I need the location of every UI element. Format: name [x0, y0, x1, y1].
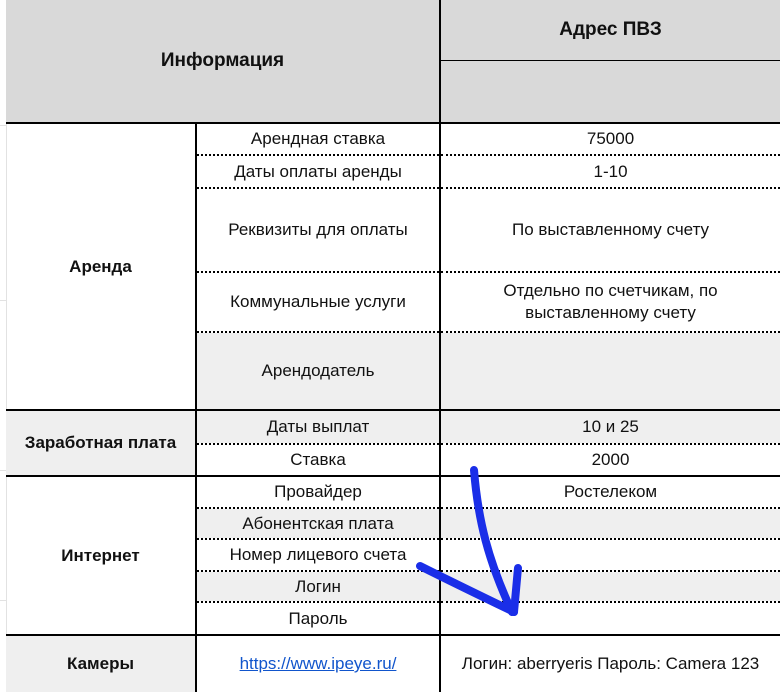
row-name[interactable]: Логин	[196, 571, 440, 602]
section-salary-label[interactable]	[6, 410, 196, 476]
row-value[interactable]: Ростелеком	[440, 476, 780, 508]
row-value[interactable]: Отдельно по счетчикам, по выставленному счету	[440, 272, 780, 332]
row-name[interactable]: Провайдер	[196, 476, 440, 508]
row-name[interactable]: Арендодатель	[196, 332, 440, 410]
row-name[interactable]: Даты выплат	[196, 410, 440, 444]
row-value[interactable]	[440, 508, 780, 539]
row-name[interactable]: Коммунальные услуги	[196, 272, 440, 332]
row-value[interactable]	[440, 571, 780, 602]
row-value[interactable]: По выставленному счету	[440, 188, 780, 272]
section-cameras-label[interactable]	[6, 635, 196, 692]
section-rent-label[interactable]	[6, 123, 196, 410]
header-address-value-cell[interactable]	[440, 60, 780, 123]
row-name[interactable]: Даты оплаты аренды	[196, 155, 440, 188]
row-name[interactable]: Арендная ставка	[196, 123, 440, 155]
header-address-cell[interactable]	[440, 0, 780, 60]
row-value[interactable]: 10 и 25	[440, 410, 780, 444]
row-name[interactable]: Номер лицевого счета	[196, 539, 440, 571]
cameras-credentials[interactable]: Логин: aberryeris Пароль: Camera 123	[461, 654, 760, 673]
row-name[interactable]: Абонентская плата	[196, 508, 440, 539]
row-value[interactable]: 75000	[440, 123, 780, 155]
header-info-cell[interactable]	[6, 0, 440, 123]
row-name[interactable]: Реквизиты для оплаты	[196, 188, 440, 272]
section-internet-label[interactable]	[6, 476, 196, 635]
row-name[interactable]: Пароль	[196, 602, 440, 635]
row-value[interactable]	[440, 539, 780, 571]
info-table	[6, 0, 780, 692]
header-address-label: Адрес ПВЗ	[559, 18, 662, 40]
row-value[interactable]	[440, 332, 780, 410]
header-info-label: Информация	[160, 50, 285, 71]
section-cameras-text: Камеры	[67, 654, 134, 673]
section-rent-text: Аренда	[69, 256, 132, 276]
row-value[interactable]	[440, 602, 780, 635]
row-value[interactable]: 2000	[440, 444, 780, 476]
row-name[interactable]: Ставка	[196, 444, 440, 476]
cameras-link-cell[interactable]	[196, 635, 440, 692]
row-value[interactable]: 1-10	[440, 155, 780, 188]
cameras-link[interactable]: https://www.ipeye.ru/	[239, 654, 397, 673]
section-internet-text: Интернет	[61, 545, 140, 565]
section-salary-text: Заработная плата	[24, 433, 177, 452]
